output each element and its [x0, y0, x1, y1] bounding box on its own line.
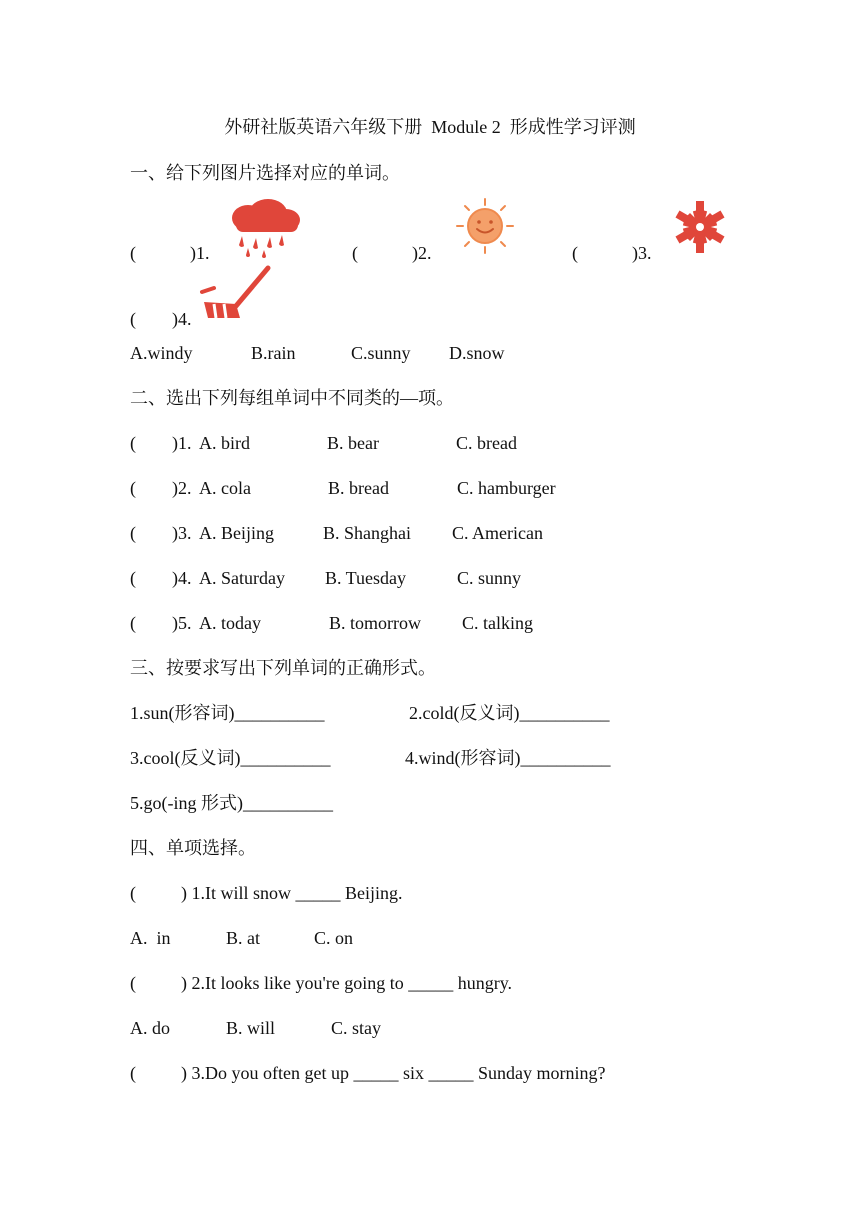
- option-d: D.snow: [449, 343, 505, 363]
- odd-one-out-row-1-b: B. bear: [327, 433, 379, 453]
- word-form-item-4: 4.wind(形容词)__________: [405, 748, 611, 768]
- picture-item-4: ( )4.: [130, 309, 192, 329]
- question-1-stem: ( ) 1.It will snow _____ Beijing.: [130, 883, 403, 903]
- odd-one-out-row-4-number: ( )4.: [130, 568, 192, 588]
- question-1-option-b: B. at: [226, 928, 260, 948]
- odd-one-out-row-2-c: C. hamburger: [457, 478, 556, 498]
- page-title: 外研社版英语六年级下册 Module 2 形成性学习评测: [224, 117, 636, 137]
- question-2-option-c: C. stay: [331, 1018, 382, 1038]
- picture-item-2: ( )2.: [352, 243, 432, 263]
- section-3-heading: 三、按要求写出下列单词的正确形式。: [130, 658, 436, 678]
- picture-item-1: ( )1.: [130, 243, 210, 263]
- odd-one-out-row-5-b: B. tomorrow: [329, 613, 421, 633]
- option-c: C.sunny: [351, 343, 411, 363]
- snowflake-icon: [670, 197, 730, 257]
- question-2-stem: ( ) 2.It looks like you're going to _____ hungry.: [130, 973, 513, 993]
- option-a: A.windy: [130, 343, 193, 363]
- rain-cloud-icon: [226, 198, 304, 258]
- odd-one-out-row-3-b: B. Shanghai: [323, 523, 411, 543]
- sun-icon: [453, 196, 517, 256]
- odd-one-out-row-2-b: B. bread: [328, 478, 389, 498]
- odd-one-out-row-5-number: ( )5.: [130, 613, 192, 633]
- odd-one-out-row-3-a: A. Beijing: [199, 523, 274, 543]
- odd-one-out-row-4-b: B. Tuesday: [325, 568, 407, 588]
- windsock-icon: [198, 262, 272, 322]
- odd-one-out-row-3-c: C. American: [452, 523, 543, 543]
- odd-one-out-row-3-number: ( )3.: [130, 523, 192, 543]
- odd-one-out-row-1-c: C. bread: [456, 433, 517, 453]
- word-form-item-1: 1.sun(形容词)__________: [130, 703, 325, 723]
- question-2-option-b: B. will: [226, 1018, 276, 1038]
- word-form-item-2: 2.cold(反义词)__________: [409, 703, 610, 723]
- section-1-heading: 一、给下列图片选择对应的单词。: [130, 163, 400, 183]
- question-3-stem: ( ) 3.Do you often get up _____ six _____ Sunday morning?: [130, 1063, 606, 1083]
- picture-item-3: ( )3.: [572, 243, 652, 263]
- odd-one-out-row-5-c: C. talking: [462, 613, 533, 633]
- section-4-heading: 四、单项选择。: [130, 838, 256, 858]
- question-1-option-c: C. on: [314, 928, 354, 948]
- question-2-option-a: A. do: [130, 1018, 170, 1038]
- odd-one-out-row-2-number: ( )2.: [130, 478, 192, 498]
- section-2-heading: 二、选出下列每组单词中不同类的—项。: [130, 388, 454, 408]
- odd-one-out-row-4-c: C. sunny: [457, 568, 522, 588]
- odd-one-out-row-1-number: ( )1.: [130, 433, 192, 453]
- question-1-option-a: A. in: [130, 928, 171, 948]
- odd-one-out-row-1-a: A. bird: [199, 433, 250, 453]
- odd-one-out-row-2-a: A. cola: [199, 478, 251, 498]
- word-form-item-3: 3.cool(反义词)__________: [130, 748, 331, 768]
- word-form-item-5: 5.go(-ing 形式)__________: [130, 793, 333, 813]
- option-b: B.rain: [251, 343, 296, 363]
- odd-one-out-row-4-a: A. Saturday: [199, 568, 285, 588]
- odd-one-out-row-5-a: A. today: [199, 613, 261, 633]
